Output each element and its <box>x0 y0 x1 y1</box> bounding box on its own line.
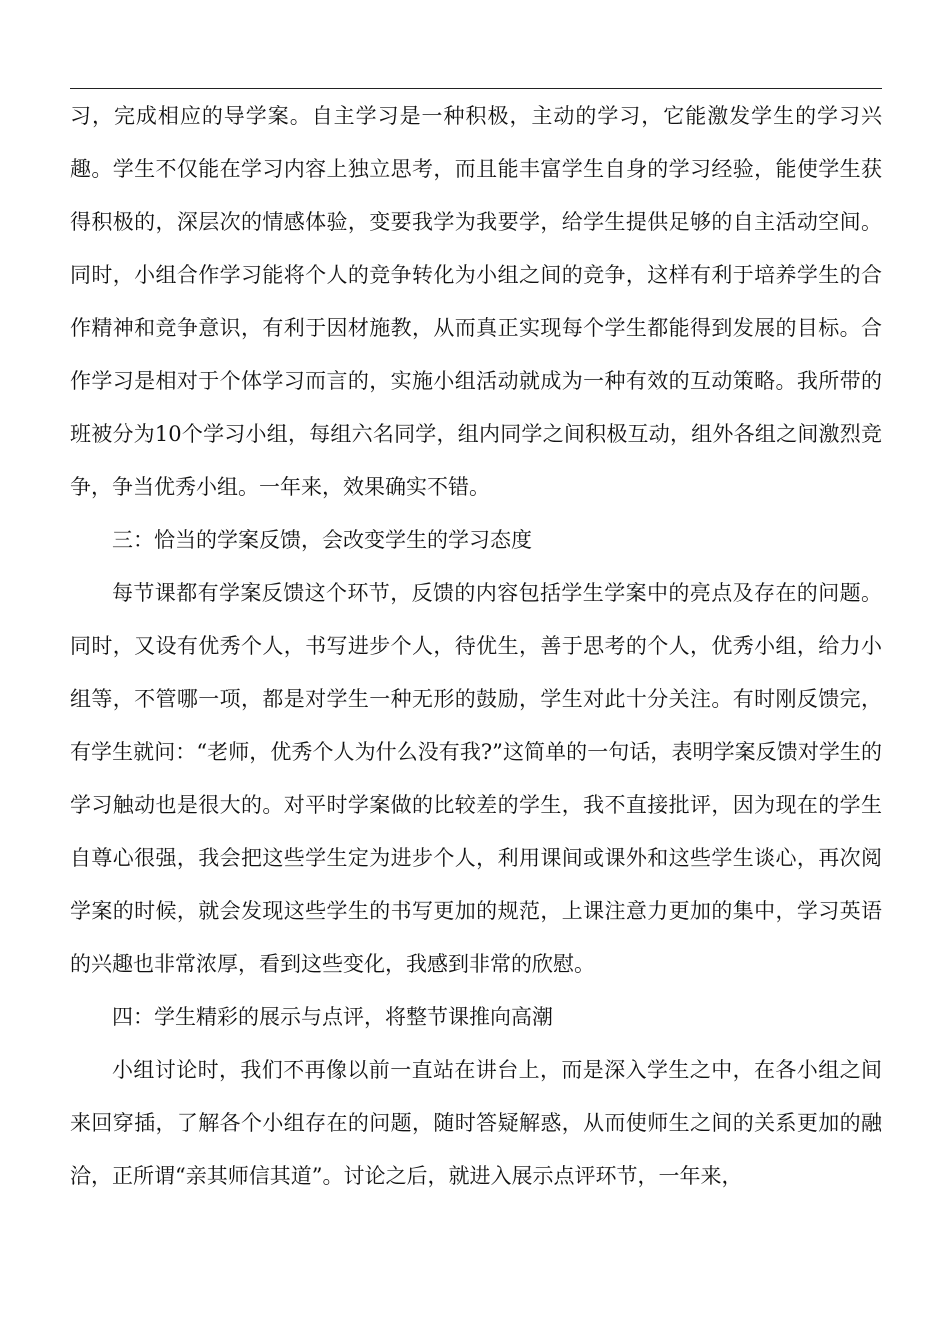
section-heading-four: 四：学生精彩的展示与点评，将整节课推向高潮 <box>112 1005 553 1029</box>
header-rule <box>70 88 882 89</box>
paragraph-feedback: 每节课都有学案反馈这个环节，反馈的内容包括学生学案中的亮点及存在的问题。同时，又设有优秀个人，书写进步个人，待优生，善于思考的个人，优秀小组，给力小组等，不管哪一项，都是对学生一种无形的鼓励，学生对此十分关注。有时刚反馈完，有学生就问：“老师，优秀个人为什么没有我?”这简单的一句话，表明学案反馈对学生的学习触动也是很大的。对平时学案做的比较差的学生，我不直接批评，因为现在的学生自尊心很强，我会把这些学生定为进步个人，利用课间或课外和这些学生谈心，再次阅学案的时候，就会发现这些学生的书写更加的规范，上课注意力更加的集中，学习英语的兴趣也非常浓厚，看到这些变化，我感到非常的欣慰。 <box>70 581 882 976</box>
paragraph-discussion: 小组讨论时，我们不再像以前一直站在讲台上，而是深入学生之中，在各小组之间来回穿插，了解各个小组存在的问题，随时答疑解惑，从而使师生之间的关系更加的融洽，正所谓“亲其师信其道”。讨论之后，就进入展示点评环节，一年来， <box>70 1058 882 1188</box>
body-text <box>70 90 882 1203</box>
paragraph-continued: 习，完成相应的导学案。自主学习是一种积极，主动的学习，它能激发学生的学习兴趣。学生不仅能在学习内容上独立思考，而且能丰富学生自身的学习经验，能使学生获得积极的，深层次的情感体验，变要我学为我要学，给学生提供足够的自主活动空间。同时，小组合作学习能将个人的竞争转化为小组之间的竞争，这样有利于培养学生的合作精神和竞争意识，有利于因材施教，从而真正实现每个学生都能得到发展的目标。合作学习是相对于个体学习而言的，实施小组活动就成为一种有效的互动策略。我所带的班被分为10个学习小组，每组六名同学，组内同学之间积极互动，组外各组之间激烈竞争，争当优秀小组。一年来，效果确实不错。 <box>70 104 882 499</box>
section-heading-three: 三：恰当的学案反馈，会改变学生的学习态度 <box>112 528 532 552</box>
